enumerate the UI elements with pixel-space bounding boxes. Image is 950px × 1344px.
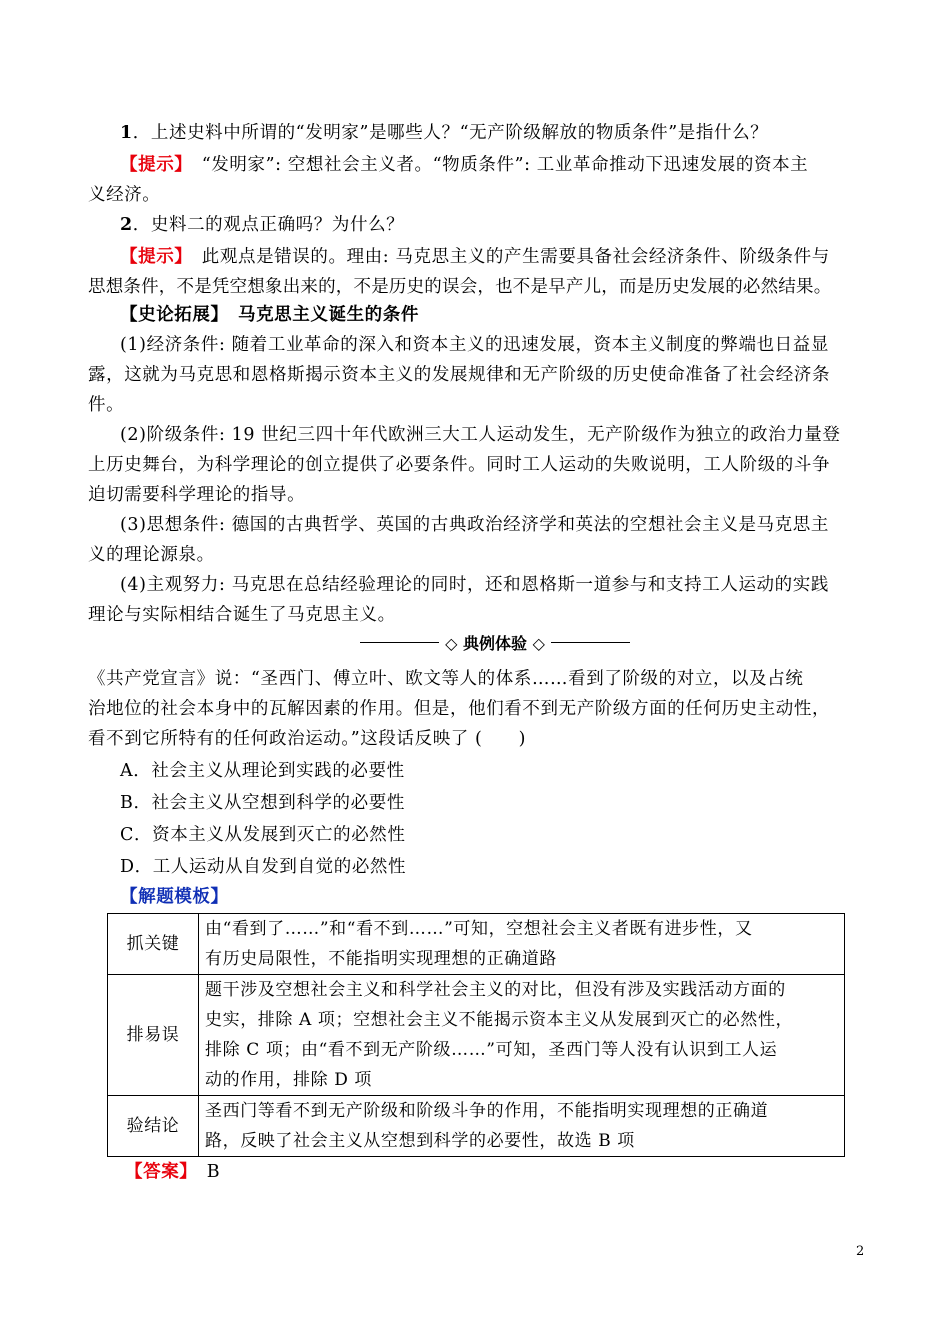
ext-p4-l2: 理论与实际相结合诞生了马克思主义。 (88, 605, 396, 625)
option-b: B．社会主义从空想到科学的必要性 (120, 793, 405, 813)
ext-p2-l3: 迫切需要科学理论的指导。 (88, 485, 306, 505)
ext-p4-l1: (4)主观努力: 马克思在总结经验理论的同时，还和恩格斯一道参与和支持工人运动的实践 (120, 575, 829, 595)
row-line: 排除 C 项；由“看不到无产阶级……”可知，圣西门等人没有认识到工人运 (205, 1040, 778, 1060)
hint-2 (120, 242, 900, 272)
ext-p2-l2: 上历史舞台，为科学理论的创立提供了必要条件。同时工人运动的失败说明，工人阶级的斗争 (88, 455, 831, 475)
row-line: 圣西门等看不到无产阶级和阶级斗争的作用，不能指明实现理想的正确道 (205, 1101, 769, 1121)
template-label (120, 882, 900, 912)
row-line: 由“看到了……”和“看不到……”可知，空想社会主义者既有进步性，又 (205, 919, 753, 939)
table-row (108, 1096, 845, 1157)
question-1 (120, 118, 900, 148)
example-l2: 治地位的社会本身中的瓦解因素的作用。但是，他们看不到无产阶级方面的任何历史主动性， (88, 699, 831, 719)
row-key: 抓关键 (108, 914, 199, 975)
question-1-text: ．上述史料中所谓的“发明家”是哪些人？“无产阶级解放的物质条件”是指什么？ (132, 123, 769, 143)
question-2-text: ．史料二的观点正确吗？为什么？ (132, 215, 405, 235)
hint-2-label: 【提示】 (120, 247, 184, 267)
question-2-number: 2 (120, 215, 133, 235)
ext-p3-l1: (3)思想条件: 德国的古典哲学、英国的古典政治经济学和英法的空想社会主义是马克思主 (120, 515, 829, 535)
ext-p2-l1: (2)阶级条件: 19 世纪三四十年代欧洲三大工人运动发生，无产阶级作为独立的政治力量登 (120, 425, 841, 445)
page-number: 2 (856, 1244, 865, 1259)
row-line: 有历史局限性，不能指明实现理想的正确道路 (205, 949, 557, 969)
divider-label: ◇ 典例体验 ◇ (445, 633, 545, 653)
section-divider (360, 632, 630, 652)
row-line: 动的作用，排除 D 项 (205, 1070, 373, 1090)
divider-rule-right (551, 642, 630, 643)
extension-label: 【史论拓展】 (120, 305, 220, 325)
row-content (199, 975, 845, 1096)
hint-2-line1: 此观点是错误的。理由: 马克思主义的产生需要具备社会经济条件、阶级条件与 (201, 247, 830, 267)
answer (125, 1157, 905, 1187)
row-line: 题干涉及空想社会主义和科学社会主义的对比，但没有涉及实践活动方面的 (205, 980, 786, 1000)
question-2 (120, 210, 900, 240)
divider-rule-left (360, 642, 439, 643)
row-content (199, 1096, 845, 1157)
ext-p1-l1: (1)经济条件: 随着工业革命的深入和资本主义的迅速发展，资本主义制度的弊端也日益显 (120, 335, 829, 355)
hint-2-cont: 思想条件，不是凭空想象出来的，不是历史的误会，也不是早产儿，而是历史发展的必然结果。 (88, 277, 832, 297)
option-c: C．资本主义从发展到灭亡的必然性 (120, 825, 406, 845)
example-l3: 看不到它所特有的任何政治运动。”这段话反映了 ( ) (88, 729, 527, 749)
extension-title: 马克思主义诞生的条件 (237, 305, 419, 325)
hint-1-cont: 义经济。 (88, 185, 161, 205)
question-1-number: 1 (120, 123, 133, 143)
row-line: 路，反映了社会主义从空想到科学的必要性，故选 B 项 (205, 1131, 635, 1151)
ext-p1-l3: 件。 (88, 395, 125, 415)
template-label-text: 【解题模板】 (120, 887, 229, 907)
ext-p1-l2: 露，这就为马克思和恩格斯揭示资本主义的发展规律和无产阶级的历史使命准备了社会经济条 (88, 365, 831, 385)
row-content (199, 914, 845, 975)
solution-template-table (107, 913, 845, 1157)
table-row (108, 975, 845, 1096)
option-d: D．工人运动从自发到自觉的必然性 (120, 857, 407, 877)
option-a: A．社会主义从理论到实践的必要性 (120, 761, 405, 781)
hint-1-label: 【提示】 (120, 155, 184, 175)
answer-label: 【答案】 (125, 1162, 189, 1182)
row-key: 排易误 (108, 975, 199, 1096)
answer-value: B (206, 1162, 221, 1182)
row-line: 史实，排除 A 项；空想社会主义不能揭示资本主义从发展到灭亡的必然性， (205, 1010, 794, 1030)
table-row (108, 914, 845, 975)
hint-1 (120, 150, 900, 180)
hint-1-line1: “发明家”: 空想社会主义者。“物质条件”: 工业革命推动下迅速发展的资本主 (201, 155, 809, 175)
example-l1: 《共产党宣言》说：“圣西门、傅立叶、欧文等人的体系……看到了阶级的对立，以及占统 (88, 669, 804, 689)
ext-p3-l2: 义的理论源泉。 (88, 545, 215, 565)
row-key: 验结论 (108, 1096, 199, 1157)
extension-heading (120, 300, 900, 330)
